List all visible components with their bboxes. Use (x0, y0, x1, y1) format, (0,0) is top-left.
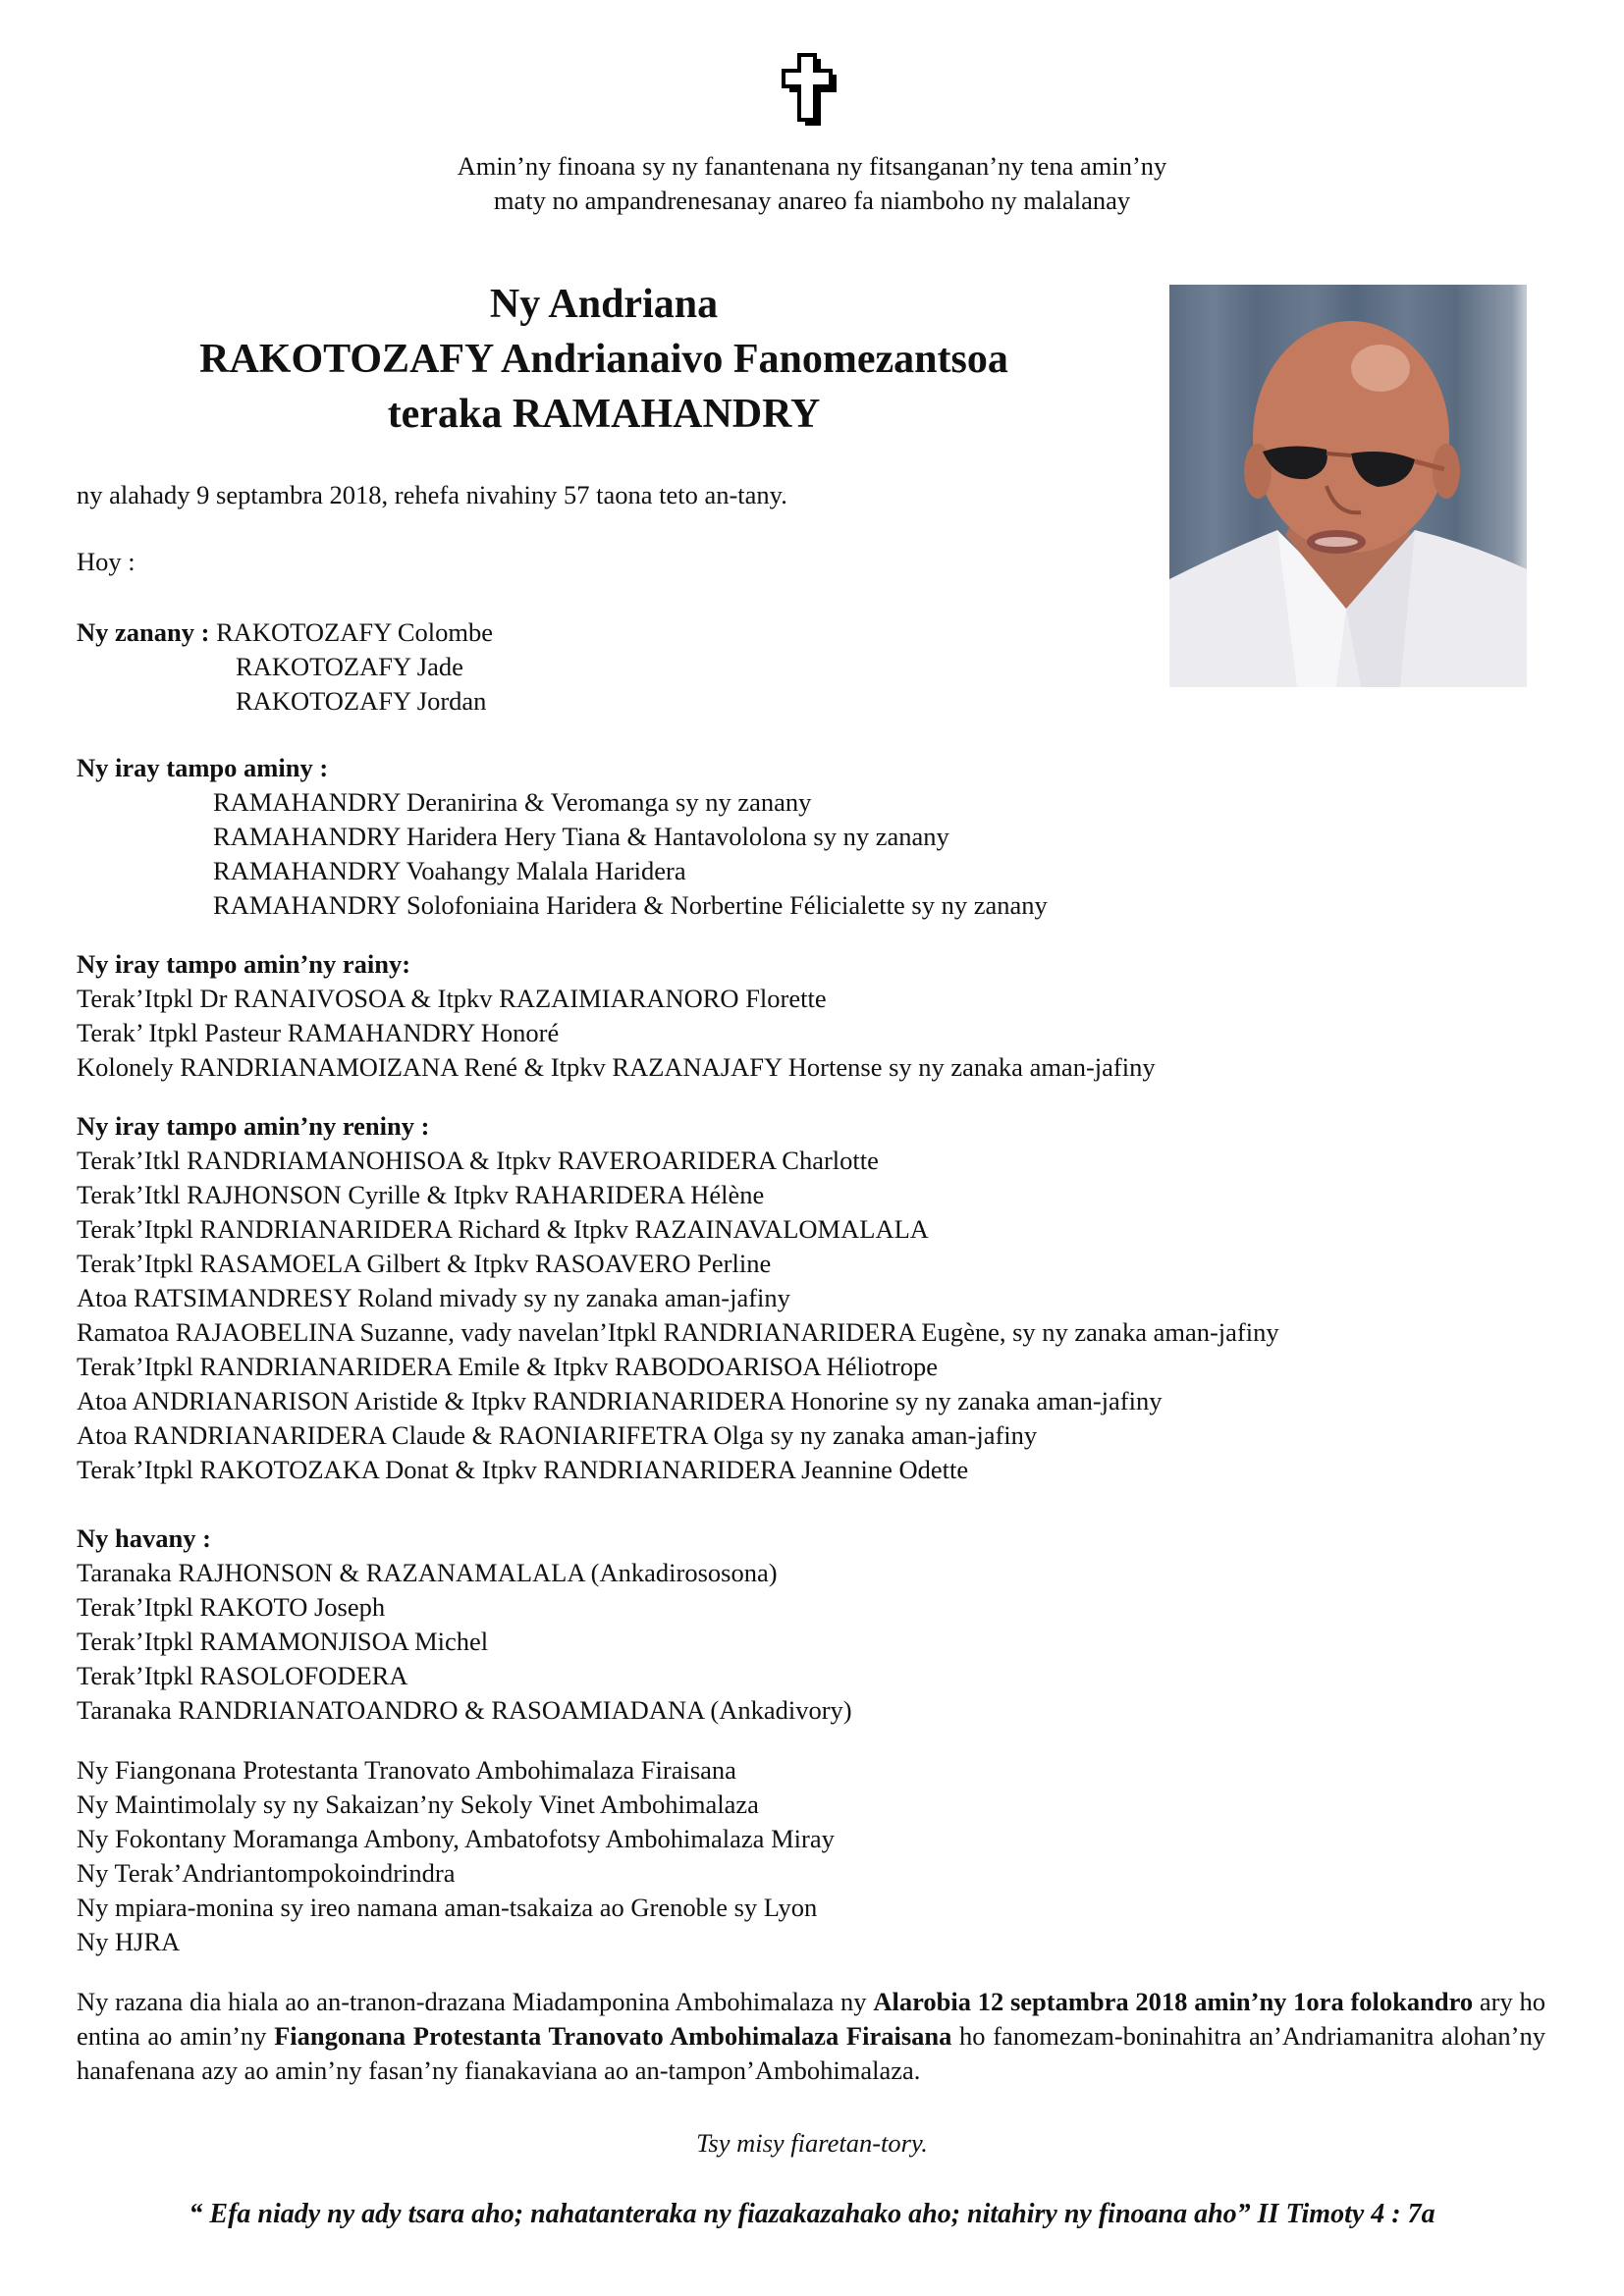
funeral-church: Fiangonana Protestanta Tranovato Ambohimalaza Firaisana (274, 2021, 952, 2051)
title-birth-name: teraka RAMAHANDRY (387, 392, 821, 437)
list-item: Terak’Itpkl RAKOTO Joseph (77, 1592, 386, 1622)
list-item: RAKOTOZAFY Jade (236, 652, 463, 681)
list-item: Ny Maintimolaly sy ny Sakaizan’ny Sekoly Vinet Ambohimalaza (77, 1789, 759, 1819)
section-label: Ny zanany : (77, 617, 210, 647)
list-item: Terak’Itpkl RASAMOELA Gilbert & Itpkv RASOAVERO Perline (77, 1249, 772, 1278)
title-honorific: Ny Andriana (489, 282, 719, 327)
list-item: Ny Fiangonana Protestanta Tranovato Ambohimalaza Firaisana (77, 1755, 736, 1785)
intro-line: maty no ampandrenesanay anareo fa niamboho ny malalanay (493, 186, 1131, 215)
funeral-text: ary ho entina ao amin’ny (77, 1987, 1545, 2051)
list-item: Ny Terak’Andriantompokoindrindra (77, 1858, 456, 1888)
section-havany (77, 1522, 1549, 1728)
list-item: RAKOTOZAFY Colombe (216, 617, 494, 647)
list-item: Ny mpiara-monina sy ireo namana aman-tsakaiza ao Grenoble sy Lyon (77, 1893, 818, 1922)
hoy-label-wrap (77, 545, 1549, 579)
list-item: Ramatoa RAJAOBELINA Suzanne, vady navelan’Itpkl RANDRIANARIDERA Eugène, sy ny zanaka aman-jafiny (77, 1317, 1279, 1347)
section-zanany (77, 615, 1549, 719)
no-flowers-note: Tsy misy fiaretan-tory. (696, 2128, 928, 2158)
list-item: Terak’Itpkl RANDRIANARIDERA Emile & Itpkv RABODOARISOA Héliotrope (77, 1352, 938, 1381)
list-item: Terak’ Itpkl Pasteur RAMAHANDRY Honoré (77, 1018, 560, 1047)
list-item: Ny HJRA (77, 1927, 181, 1956)
list-item: RAKOTOZAFY Jordan (236, 686, 487, 716)
list-item: Terak’Itpkl Dr RANAIVOSOA & Itpkv RAZAIMIARANORO Florette (77, 984, 827, 1013)
list-item: Terak’Itkl RAJHONSON Cyrille & Itpkv RAHARIDERA Hélène (77, 1180, 765, 1209)
list-item: RAMAHANDRY Deranirina & Veromanga sy ny zanany (213, 787, 812, 817)
funeral-text: ho fanomezam-boninahitra an’Andriamanitra alohan’ny hanafenana azy ao amin’ny fasan’ny fianakaviana ao an-tampon’Ambohimalaza. (77, 2021, 1545, 2085)
section-label: Ny iray tampo amin’ny rainy: (77, 949, 411, 979)
section-label: Ny iray tampo amin’ny reniny : (77, 1111, 430, 1141)
section-label: Ny havany : (77, 1523, 211, 1553)
funeral-text: Ny razana dia hiala ao an-tranon-drazana Miadamponina Ambohimalaza ny (77, 1987, 874, 2016)
list-item: Kolonely RANDRIANAMOIZANA René & Itpkv RAZANAJAFY Hortense sy ny zanaka aman-jafiny (77, 1052, 1156, 1082)
intro-line: Amin’ny finoana sy ny fanantenana ny fitsanganan’ny tena amin’ny (457, 151, 1167, 181)
section-tampo-reniny (77, 1109, 1549, 1487)
title-full-name: RAKOTOZAFY Andrianaivo Fanomezantsoa (199, 337, 1008, 382)
intro-text (0, 149, 1624, 218)
cross-icon (780, 53, 842, 128)
hoy-label: Hoy : (77, 547, 135, 576)
section-label: Ny iray tampo aminy : (77, 753, 329, 782)
death-notice (77, 478, 1549, 512)
bible-verse: “ Efa niady ny ady tsara aho; nahatanteraka ny fiazakazahako aho; nitahiry ny finoana aho” II Timoty 4 : 7a (189, 2199, 1435, 2229)
section-tampo-rainy (77, 947, 1549, 1085)
list-item: Ny Fokontany Moramanga Ambony, Ambatofotsy Ambohimalaza Miray (77, 1824, 835, 1853)
list-item: Terak’Itpkl RAMAMONJISOA Michel (77, 1627, 489, 1656)
list-item: Taranaka RAJHONSON & RAZANAMALALA (Ankadirososona) (77, 1558, 778, 1587)
list-item: RAMAHANDRY Haridera Hery Tiana & Hantavololona sy ny zanany (213, 822, 949, 851)
list-item: Atoa ANDRIANARISON Aristide & Itpkv RANDRIANARIDERA Honorine sy ny zanaka aman-jafiny (77, 1386, 1163, 1415)
list-item: Terak’Itpkl RASOLOFODERA (77, 1661, 408, 1690)
funeral-paragraph (77, 1985, 1545, 2088)
list-item: Atoa RATSIMANDRESY Roland mivady sy ny zanaka aman-jafiny (77, 1283, 790, 1312)
list-item: RAMAHANDRY Solofoniaina Haridera & Norbertine Félicialette sy ny zanany (213, 890, 1048, 920)
funeral-date: Alarobia 12 septambra 2018 amin’ny 1ora folokandro (873, 1987, 1474, 2016)
section-organizations (77, 1753, 1549, 1959)
list-item: Terak’Itkl RANDRIAMANOHISOA & Itpkv RAVEROARIDERA Charlotte (77, 1146, 879, 1175)
deceased-title (69, 277, 1139, 442)
list-item: Terak’Itpkl RAKOTOZAKA Donat & Itpkv RANDRIANARIDERA Jeannine Odette (77, 1455, 969, 1484)
list-item: Terak’Itpkl RANDRIANARIDERA Richard & Itpkv RAZAINAVALOMALALA (77, 1214, 929, 1244)
list-item: Taranaka RANDRIANATOANDRO & RASOAMIADANA (Ankadivory) (77, 1695, 852, 1725)
section-tampo-aminy (77, 751, 1549, 923)
list-item: RAMAHANDRY Voahangy Malala Haridera (213, 856, 686, 885)
list-item: Atoa RANDRIANARIDERA Claude & RAONIARIFETRA Olga sy ny zanaka aman-jafiny (77, 1420, 1038, 1450)
death-notice-text: ny alahady 9 septambra 2018, rehefa nivahiny 57 taona teto an-tany. (77, 480, 787, 509)
